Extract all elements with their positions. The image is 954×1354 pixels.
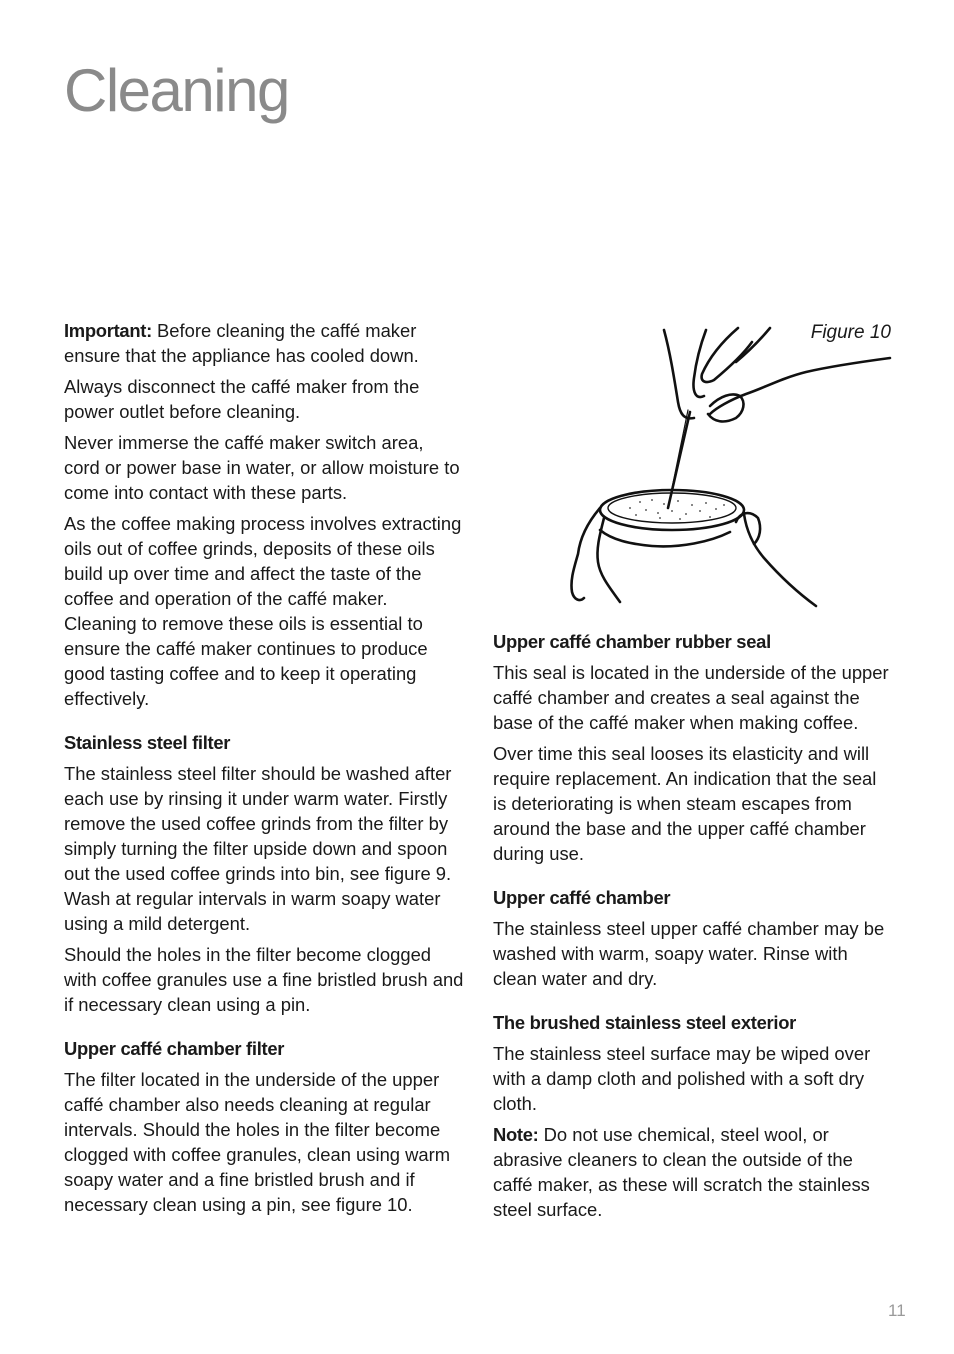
right-column: [493, 629, 893, 1228]
figure-caption: Figure 10: [810, 322, 891, 343]
chamber-paragraph: The stainless steel upper caffé chamber may be washed with warm, soapy water. Rinse with clean water and dry.: [493, 918, 885, 989]
important-paragraph: [64, 318, 464, 368]
important-text: Before cleaning the caffé maker ensure that the appliance has cooled down.: [64, 320, 419, 366]
hand-cleaning-filter-with-pin-illustration: [560, 322, 895, 608]
upper-filter-paragraph: The filter located in the underside of the upper caffé chamber also needs cleaning at regular intervals. Should the holes in the filter become clogged with coffee granules, clean using warm soapy water and a fine bristled brush and if necessary clean using a pin, see figure 10.: [64, 1069, 451, 1215]
exterior-paragraph: The stainless steel surface may be wiped over with a damp cloth and polished with a soft dry cloth.: [493, 1043, 871, 1114]
oils-paragraph: As the coffee making process involves extracting oils out of coffee grinds, deposits of these oils build up over time and affect the taste of the coffee and operation of the caffé maker. Cleaning to remove these oils is essential to ensure the caffé maker continues to produce good tasting coffee and to keep it operating effectively.: [64, 513, 462, 709]
heading-brushed-exterior: The brushed stainless steel exterior: [493, 1012, 796, 1033]
disconnect-paragraph: Always disconnect the caffé maker from the power outlet before cleaning.: [64, 376, 420, 422]
note-paragraph: [493, 1122, 893, 1222]
left-column: [64, 318, 464, 1223]
heading-rubber-seal: Upper caffé chamber rubber seal: [493, 631, 771, 652]
heading-upper-chamber-filter: Upper caffé chamber filter: [64, 1038, 285, 1059]
filter-paragraph-1: The stainless steel filter should be washed after each use by rinsing it under warm water. Firstly remove the used coffee grinds from the filter by simply turning the filter upside down and spoon out the used coffee grinds into bin, see figure 9. Wash at regular intervals in warm soapy water using a mild detergent.: [64, 763, 452, 934]
note-text: Do not use chemical, steel wool, or abrasive cleaners to clean the outside of the caffé maker, as these will scratch the stainless steel surface.: [493, 1124, 870, 1220]
page-title: Cleaning: [64, 57, 289, 124]
page-number: 11: [888, 1301, 906, 1320]
immerse-paragraph: Never immerse the caffé maker switch area, cord or power base in water, or allow moisture to come into contact with these parts.: [64, 432, 460, 503]
seal-paragraph-2: Over time this seal looses its elasticity and will require replacement. An indication that the seal is deteriorating is when steam escapes from around the base and the upper caffé chamber during use.: [493, 743, 877, 864]
note-label: Note:: [493, 1124, 539, 1145]
important-label: Important:: [64, 320, 152, 341]
figure-10: [560, 322, 895, 608]
heading-upper-chamber: Upper caffé chamber: [493, 887, 671, 908]
filter-paragraph-2: Should the holes in the filter become clogged with coffee granules use a fine bristled brush and if necessary clean using a pin.: [64, 944, 464, 1015]
heading-stainless-steel-filter: Stainless steel filter: [64, 732, 231, 753]
seal-paragraph-1: This seal is located in the underside of the upper caffé chamber and creates a seal against the base of the caffé maker when making coffee.: [493, 662, 889, 733]
